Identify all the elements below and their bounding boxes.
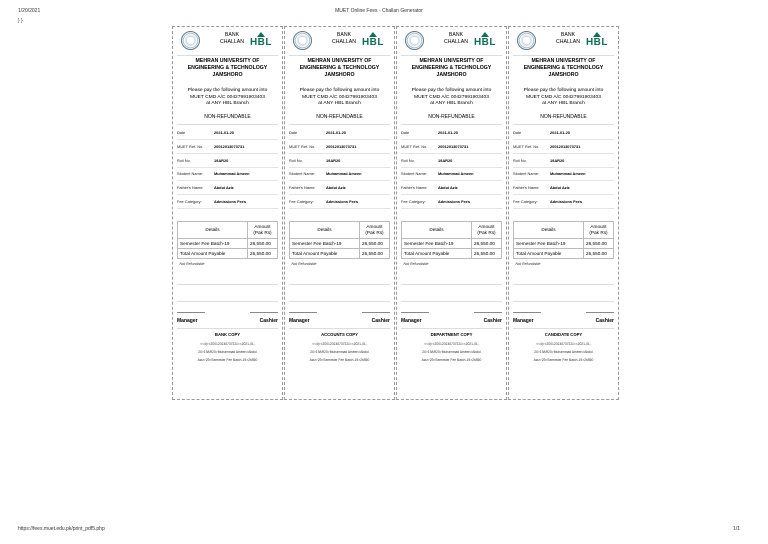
field-value: Admissions Fees <box>326 198 359 204</box>
cashier-label: Cashier <box>371 318 390 325</box>
fee-total-row <box>402 248 502 258</box>
field-row-roll <box>177 154 278 168</box>
manager-label: Manager <box>289 318 310 325</box>
university-seal-icon <box>517 31 536 50</box>
university-name-line2: ENGINEERING & TECHNOLOGY <box>411 65 492 71</box>
fee-row-amount: 26,550.00 <box>248 238 278 248</box>
fee-note-row <box>178 258 278 268</box>
field-value: Muhammad Ameen <box>438 171 474 177</box>
university-seal-icon <box>181 31 200 50</box>
copy-label: CANDIDATE COPY <box>513 328 614 337</box>
payment-instructions <box>513 88 614 108</box>
stamp-area <box>177 284 278 302</box>
university-name-line1: MEHRAN UNIVERSITY OF <box>419 58 484 64</box>
field-label: Date <box>289 130 298 136</box>
fee-table-header <box>178 221 278 238</box>
instruction-line2: MUET CMD A/C 00427991903403 <box>302 94 377 100</box>
university-name-line2: ENGINEERING & TECHNOLOGY <box>187 65 268 71</box>
print-date: 1/20/2021 <box>18 8 41 14</box>
bank-label-line2: CHALLAN <box>220 38 244 45</box>
university-seal-icon <box>293 31 312 50</box>
fee-row-amount: 26,550.00 <box>584 238 614 248</box>
cashier-sign-line <box>474 312 502 313</box>
field-row-date <box>177 127 278 141</box>
field-label: Student Name: <box>401 171 427 177</box>
university-name <box>401 58 502 79</box>
manager-sign-line <box>289 312 317 313</box>
fee-total-label: Total Amount Payable <box>402 248 472 258</box>
fee-row <box>514 238 614 248</box>
field-row-student <box>289 168 390 182</box>
field-value: Muhammad Ameen <box>214 171 250 177</box>
field-label: Fee Category: <box>513 198 538 204</box>
print-marker: } } <box>18 18 23 24</box>
field-label: Roll No. <box>289 157 303 163</box>
col-amount-line1: Amount <box>366 224 383 230</box>
fee-note: Not Refundable <box>515 261 541 266</box>
university-seal-icon <box>405 31 424 50</box>
manager-sign-line <box>177 312 205 313</box>
field-row-student <box>401 168 502 182</box>
bank-label-line1: BANK <box>224 32 240 38</box>
barcode-text-line3: Aziz>29>Semester Fee Batch-19>26550 <box>533 358 594 363</box>
field-row-student <box>513 168 614 182</box>
col-amount-line2: (Pak Rs) <box>253 229 272 235</box>
barcode-text-line1: <<4|<<200120130737311<<2021-01- <box>200 342 255 347</box>
university-name-line2: ENGINEERING & TECHNOLOGY <box>523 65 604 71</box>
fee-row-label: Semester Fee Batch-19 <box>402 238 472 248</box>
challan-fields <box>289 127 390 209</box>
hbl-logo: HBL <box>361 37 384 48</box>
barcode-text-line3: Aziz>29>Semester Fee Batch-19>26550 <box>197 358 258 363</box>
field-value: 19AR20 <box>214 157 229 163</box>
barcode-text-line2: 20>19AR20>Muhammad Ameen>Abdul <box>198 350 257 355</box>
instruction-line3: at ANY HBL Branch <box>430 101 473 106</box>
col-details: Details <box>178 221 248 238</box>
fee-note: Not Refundable <box>291 261 317 266</box>
instruction-line2: MUET CMD A/C 00427991903403 <box>190 94 265 100</box>
instruction-line1: Please pay the following amount into <box>411 88 492 93</box>
challan-sheet <box>172 26 620 400</box>
fee-row-label: Semester Fee Batch-19 <box>290 238 360 248</box>
fee-row-label: Semester Fee Batch-19 <box>178 238 248 248</box>
field-label: Fee Category: <box>401 198 426 204</box>
field-value: Abdul Aziz <box>438 185 458 191</box>
print-header <box>18 8 740 24</box>
field-row-ref <box>177 140 278 154</box>
fee-total-amount: 26,550.00 <box>472 248 502 258</box>
col-amount <box>472 221 502 238</box>
fee-total-amount: 26,550.00 <box>584 248 614 258</box>
field-label: Date <box>513 130 522 136</box>
university-name-line3: JAMSHORO <box>436 72 467 78</box>
manager-label: Manager <box>513 318 534 325</box>
fee-table <box>177 221 278 269</box>
field-label: Date <box>177 130 186 136</box>
col-amount-line1: Amount <box>590 224 607 230</box>
field-row-roll <box>513 154 614 168</box>
field-label: Date <box>401 130 410 136</box>
manager-label: Manager <box>177 318 198 325</box>
university-name <box>177 58 278 79</box>
print-page-count: 1/1 <box>733 526 740 532</box>
instruction-line3: at ANY HBL Branch <box>318 101 361 106</box>
signatures <box>177 310 278 324</box>
field-row-category <box>401 195 502 209</box>
col-amount-line1: Amount <box>254 224 271 230</box>
challan-fields <box>177 127 278 209</box>
challan-bank-copy <box>172 26 283 400</box>
fee-total-label: Total Amount Payable <box>514 248 584 258</box>
fee-table-header <box>290 221 390 238</box>
print-page-title: MUET Online Fees - Challan Generator <box>335 8 423 14</box>
fee-table <box>513 221 614 269</box>
copy-label: ACCOUNTS COPY <box>289 328 390 337</box>
field-row-father <box>401 181 502 195</box>
barcode-text-line2: 20>19AR20>Muhammad Ameen>Abdul <box>534 350 593 355</box>
print-url: https://fees.muet.edu.pk/print_pdf5.php <box>18 526 105 532</box>
fee-total-label: Total Amount Payable <box>290 248 360 258</box>
university-name-line1: MEHRAN UNIVERSITY OF <box>195 58 260 64</box>
field-value: Admissions Fees <box>214 198 247 204</box>
instruction-line2: MUET CMD A/C 00427991903403 <box>526 94 601 100</box>
field-label: MUET Ref. No. <box>401 144 428 150</box>
field-label: Roll No. <box>177 157 191 163</box>
stamp-area <box>401 284 502 302</box>
field-label: Student Name: <box>513 171 539 177</box>
field-label: Father's Name: <box>401 185 428 191</box>
bank-label-line1: BANK <box>336 32 352 38</box>
field-row-ref <box>401 140 502 154</box>
field-row-father <box>513 181 614 195</box>
instruction-line3: at ANY HBL Branch <box>206 101 249 106</box>
instruction-line1: Please pay the following amount into <box>299 88 380 93</box>
barcode-text-line2: 20>19AR20>Muhammad Ameen>Abdul <box>422 350 481 355</box>
instruction-line1: Please pay the following amount into <box>187 88 268 93</box>
field-value: Admissions Fees <box>550 198 583 204</box>
field-value: 2021-01-20 <box>326 130 346 136</box>
col-amount-line2: (Pak Rs) <box>477 229 496 235</box>
cashier-label: Cashier <box>259 318 278 325</box>
fee-table-header <box>514 221 614 238</box>
fee-row <box>402 238 502 248</box>
field-value: 19AR20 <box>438 157 453 163</box>
manager-label: Manager <box>401 318 422 325</box>
fee-row <box>290 238 390 248</box>
fee-row-amount: 26,550.00 <box>360 238 390 248</box>
field-value: 20012013073731 <box>214 144 245 150</box>
field-row-roll <box>289 154 390 168</box>
signatures <box>513 310 614 324</box>
bank-label-line1: BANK <box>560 32 576 38</box>
bank-challan-label <box>548 32 588 45</box>
instruction-line3: at ANY HBL Branch <box>542 101 585 106</box>
bank-challan-label <box>324 32 364 45</box>
challan-department-copy <box>396 26 507 400</box>
field-row-father <box>177 181 278 195</box>
print-footer <box>18 526 740 536</box>
fee-row-amount: 26,550.00 <box>472 238 502 248</box>
field-value: 2021-01-20 <box>214 130 234 136</box>
fee-total-amount: 26,550.00 <box>248 248 278 258</box>
challan-header <box>401 27 502 56</box>
fee-total-label: Total Amount Payable <box>178 248 248 258</box>
challan-fields <box>513 127 614 209</box>
payment-instructions <box>177 88 278 108</box>
field-value: 2021-01-20 <box>550 130 570 136</box>
field-value: 20012013073731 <box>550 144 581 150</box>
fee-total-row <box>290 248 390 258</box>
bank-challan-label <box>436 32 476 45</box>
col-amount <box>584 221 614 238</box>
cashier-sign-line <box>250 312 278 313</box>
fee-table <box>289 221 390 269</box>
university-name-line3: JAMSHORO <box>212 72 243 78</box>
university-name-line3: JAMSHORO <box>324 72 355 78</box>
field-row-roll <box>401 154 502 168</box>
fee-note: Not Refundable <box>179 261 205 266</box>
field-row-ref <box>513 140 614 154</box>
challan-fields <box>401 127 502 209</box>
fee-note-row <box>514 258 614 268</box>
non-refundable-label: NON-REFUNDABLE <box>289 114 390 125</box>
barcode-text-line2: 20>19AR20>Muhammad Ameen>Abdul <box>310 350 369 355</box>
manager-sign-line <box>513 312 541 313</box>
field-label: Father's Name: <box>289 185 316 191</box>
field-label: Roll No. <box>513 157 527 163</box>
university-name-line1: MEHRAN UNIVERSITY OF <box>307 58 372 64</box>
field-row-ref <box>289 140 390 154</box>
fee-note: Not Refundable <box>403 261 429 266</box>
bank-label-line2: CHALLAN <box>556 38 580 45</box>
barcode-text-line3: Aziz>29>Semester Fee Batch-19>26550 <box>421 358 482 363</box>
field-row-date <box>401 127 502 141</box>
fee-table-header <box>402 221 502 238</box>
signatures <box>289 310 390 324</box>
non-refundable-label: NON-REFUNDABLE <box>401 114 502 125</box>
field-value: 19AR20 <box>326 157 341 163</box>
field-row-date <box>289 127 390 141</box>
fee-note-row <box>290 258 390 268</box>
payment-instructions <box>289 88 390 108</box>
field-value: Admissions Fees <box>438 198 471 204</box>
col-details: Details <box>290 221 360 238</box>
non-refundable-label: NON-REFUNDABLE <box>513 114 614 125</box>
barcode-text-line1: <<4|<<200120130737311<<2021-01- <box>312 342 367 347</box>
university-name <box>513 58 614 79</box>
fee-total-row <box>514 248 614 258</box>
barcode-text-line1: <<4|<<200120130737311<<2021-01- <box>424 342 479 347</box>
bank-label-line2: CHALLAN <box>444 38 468 45</box>
cashier-label: Cashier <box>483 318 502 325</box>
cashier-sign-line <box>586 312 614 313</box>
field-value: Abdul Aziz <box>326 185 346 191</box>
field-label: Father's Name: <box>513 185 540 191</box>
fee-row <box>178 238 278 248</box>
hbl-logo: HBL <box>473 37 496 48</box>
field-label: MUET Ref. No. <box>289 144 316 150</box>
signatures <box>401 310 502 324</box>
payment-instructions <box>401 88 502 108</box>
field-value: 2021-01-20 <box>438 130 458 136</box>
fee-total-amount: 26,550.00 <box>360 248 390 258</box>
university-name-line3: JAMSHORO <box>548 72 579 78</box>
fee-total-row <box>178 248 278 258</box>
fee-row-label: Semester Fee Batch-19 <box>514 238 584 248</box>
bank-label-line1: BANK <box>448 32 464 38</box>
instruction-line2: MUET CMD A/C 00427991903403 <box>414 94 489 100</box>
challan-header <box>289 27 390 56</box>
field-row-category <box>513 195 614 209</box>
col-amount-line2: (Pak Rs) <box>365 229 384 235</box>
challan-accounts-copy <box>284 26 395 400</box>
university-name <box>289 58 390 79</box>
stamp-area <box>289 284 390 302</box>
field-label: MUET Ref. No. <box>513 144 540 150</box>
field-row-category <box>289 195 390 209</box>
field-value: 20012013073731 <box>326 144 357 150</box>
col-amount <box>248 221 278 238</box>
barcode-text-line3: Aziz>29>Semester Fee Batch-19>26550 <box>309 358 370 363</box>
cashier-label: Cashier <box>595 318 614 325</box>
field-value: Muhammad Ameen <box>326 171 362 177</box>
field-label: Father's Name: <box>177 185 204 191</box>
field-value: 19AR20 <box>550 157 565 163</box>
barcode-text-line1: <<4|<<200120130737311<<2021-01- <box>536 342 591 347</box>
bank-challan-label <box>212 32 252 45</box>
hbl-logo: HBL <box>249 37 272 48</box>
col-amount-line2: (Pak Rs) <box>589 229 608 235</box>
field-value: Muhammad Ameen <box>550 171 586 177</box>
field-row-student <box>177 168 278 182</box>
col-details: Details <box>514 221 584 238</box>
field-value: 20012013073731 <box>438 144 469 150</box>
fee-note-row <box>402 258 502 268</box>
col-details: Details <box>402 221 472 238</box>
field-row-category <box>177 195 278 209</box>
university-name-line2: ENGINEERING & TECHNOLOGY <box>299 65 380 71</box>
field-label: Student Name: <box>289 171 315 177</box>
hbl-logo: HBL <box>585 37 608 48</box>
copy-label: BANK COPY <box>177 328 278 337</box>
cashier-sign-line <box>362 312 390 313</box>
challan-header <box>177 27 278 56</box>
stamp-area <box>513 284 614 302</box>
field-value: Abdul Aziz <box>550 185 570 191</box>
field-label: Fee Category: <box>289 198 314 204</box>
field-value: Abdul Aziz <box>214 185 234 191</box>
col-amount <box>360 221 390 238</box>
field-label: Fee Category: <box>177 198 202 204</box>
bank-label-line2: CHALLAN <box>332 38 356 45</box>
field-label: Roll No. <box>401 157 415 163</box>
col-amount-line1: Amount <box>478 224 495 230</box>
university-name-line1: MEHRAN UNIVERSITY OF <box>531 58 596 64</box>
field-row-date <box>513 127 614 141</box>
challan-candidate-copy <box>508 26 619 400</box>
non-refundable-label: NON-REFUNDABLE <box>177 114 278 125</box>
field-label: Student Name: <box>177 171 203 177</box>
copy-label: DEPARTMENT COPY <box>401 328 502 337</box>
instruction-line1: Please pay the following amount into <box>523 88 604 93</box>
manager-sign-line <box>401 312 429 313</box>
field-row-father <box>289 181 390 195</box>
fee-table <box>401 221 502 269</box>
challan-header <box>513 27 614 56</box>
field-label: MUET Ref. No. <box>177 144 204 150</box>
